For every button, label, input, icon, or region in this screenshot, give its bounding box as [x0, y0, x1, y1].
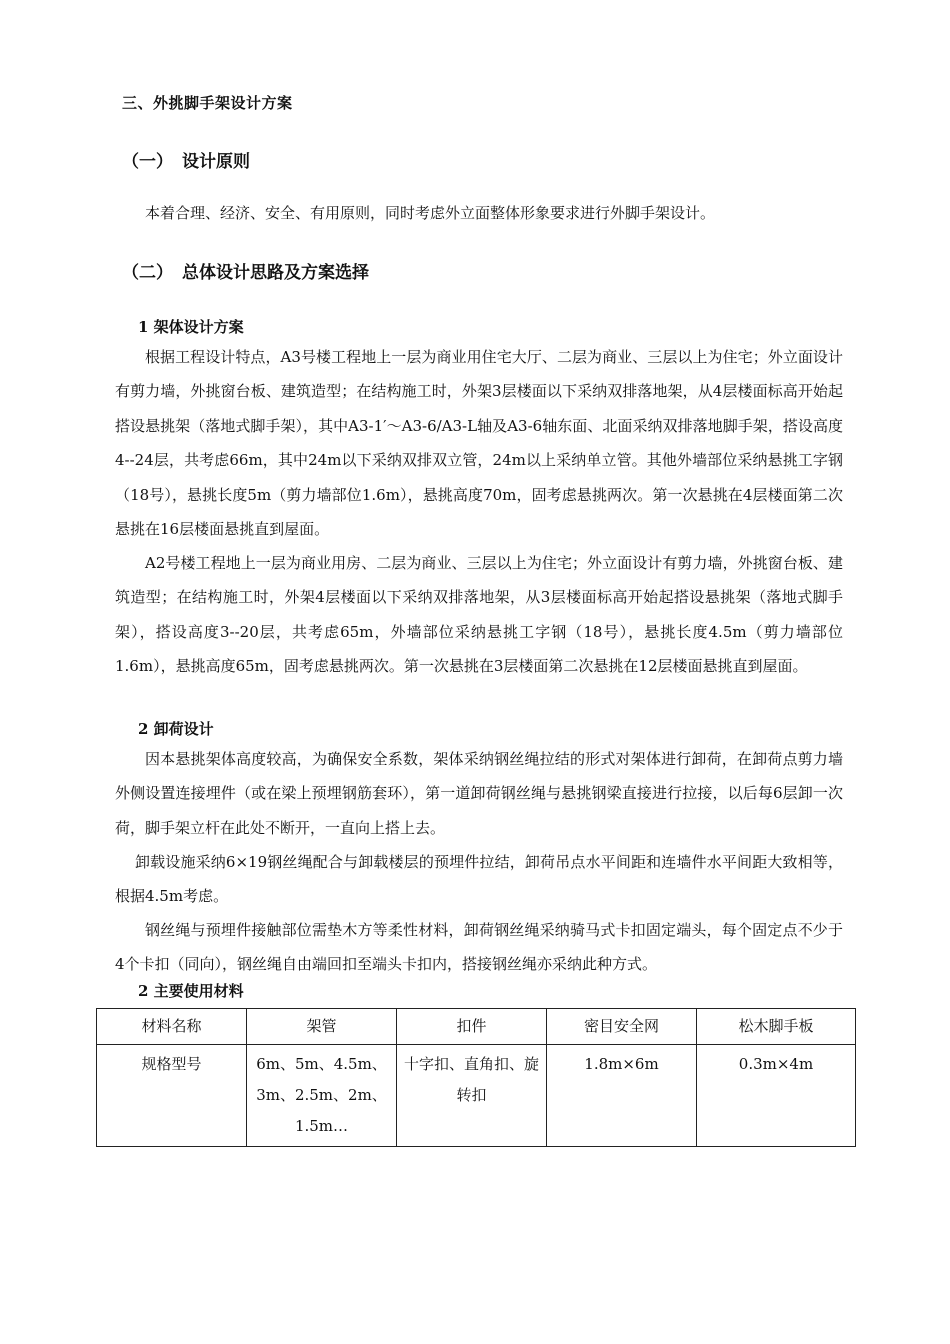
heading-design-principles [122, 147, 250, 172]
table-header-row [97, 1009, 856, 1045]
frame-design-paragraph-a2: A2号楼工程地上一层为商业用房、二层为商业、三层以上为住宅；外立面设计有剪力墙，外挑窗台板、建筑造型；在结构施工时，外架4层楼面以下采纳双排落地架，从3层楼面标高开始起搭设悬挑架（落地式脚手架），搭设高度3--20层，共考虑65m，外墙部位采纳悬挑工字钢（18号），悬挑长度4.5m（剪力墙部位1.6m），悬挑高度65m，固考虑悬挑两次。第一次悬挑在3层楼面第二次悬挑在12层楼面悬挑直到屋面。 [115, 554, 843, 676]
materials-table [96, 1008, 856, 1147]
heading-frame-design: 1 架体设计方案 [138, 318, 244, 336]
unload-paragraph-1: 因本悬挑架体高度较高，为确保安全系数，架体采纳钢丝绳拉结的形式对架体进行卸荷，在卸荷点剪力墙外侧设置连接埋件（或在梁上预埋钢筋套环），第一道卸荷钢丝绳与悬挑钢梁直接进行拉接，以后每6层卸一次荷，脚手架立杆在此处不断开，一直向上搭上去。 [115, 750, 843, 837]
table-cell: 规格型号 [97, 1045, 247, 1147]
table-cell: 十字扣、直角扣、旋转扣 [397, 1045, 547, 1147]
table-row [97, 1045, 856, 1147]
heading-number: （一） [122, 152, 173, 172]
frame-design-paragraph-a3: 根据工程设计特点，A3号楼工程地上一层为商业用住宅大厅、二层为商业、三层以上为住宅；外立面设计有剪力墙，外挑窗台板、建筑造型；在结构施工时，外架3层楼面以下采纳双排落地架，从4层楼面标高开始起搭设悬挑架（落地式脚手架），其中A3-1′～A3-6/A3-L轴及A3-6轴东面、北面采纳双排落地脚手架，搭设高度4--24层，共考虑66m，其中24m以下采纳双排双立管，24m以上采纳单立管。其他外墙部位采纳悬挑工字钢（18号），悬挑长度5m（剪力墙部位1.6m），悬挑高度70m，固考虑悬挑两次。第一次悬挑在4层楼面第二次悬挑在16层楼面悬挑直到屋面。 [115, 348, 843, 539]
unload-paragraph-2: 卸载设施采纳6×19钢丝绳配合与卸载楼层的预埋件拉结，卸荷吊点水平间距和连墙件水平间距大致相等，根据4.5m考虑。 [115, 853, 843, 906]
heading-text: 总体设计思路及方案选择 [182, 263, 369, 283]
table-header-cell: 扣件 [397, 1009, 547, 1045]
table-cell: 1.8m×6m [547, 1045, 697, 1147]
heading-number: （二） [122, 263, 173, 283]
principles-paragraph: 本着合理、经济、安全、有用原则，同时考虑外立面整体形象要求进行外脚手架设计。 [145, 204, 716, 222]
table-cell: 0.3m×4m [697, 1045, 856, 1147]
table-header-cell: 松木脚手板 [697, 1009, 856, 1045]
heading-text: 设计原则 [182, 152, 250, 172]
table-header-cell: 架管 [247, 1009, 397, 1045]
unload-paragraph-3: 钢丝绳与预埋件接触部位需垫木方等柔性材料，卸荷钢丝绳采纳骑马式卡扣固定端头，每个固定点不少于4个卡扣（同向），钢丝绳自由端回扣至端头卡扣内，搭接钢丝绳亦采纳此种方式。 [115, 921, 843, 974]
heading-unload-design: 2 卸荷设计 [138, 720, 214, 738]
section-title: 三、外挑脚手架设计方案 [122, 94, 293, 112]
table-header-cell: 密目安全网 [547, 1009, 697, 1045]
heading-overall-design [122, 258, 369, 283]
table-header-cell: 材料名称 [97, 1009, 247, 1045]
table-cell: 6m、5m、4.5m、3m、2.5m、2m、1.5m… [247, 1045, 397, 1147]
heading-main-materials: 2 主要使用材料 [138, 982, 244, 1000]
